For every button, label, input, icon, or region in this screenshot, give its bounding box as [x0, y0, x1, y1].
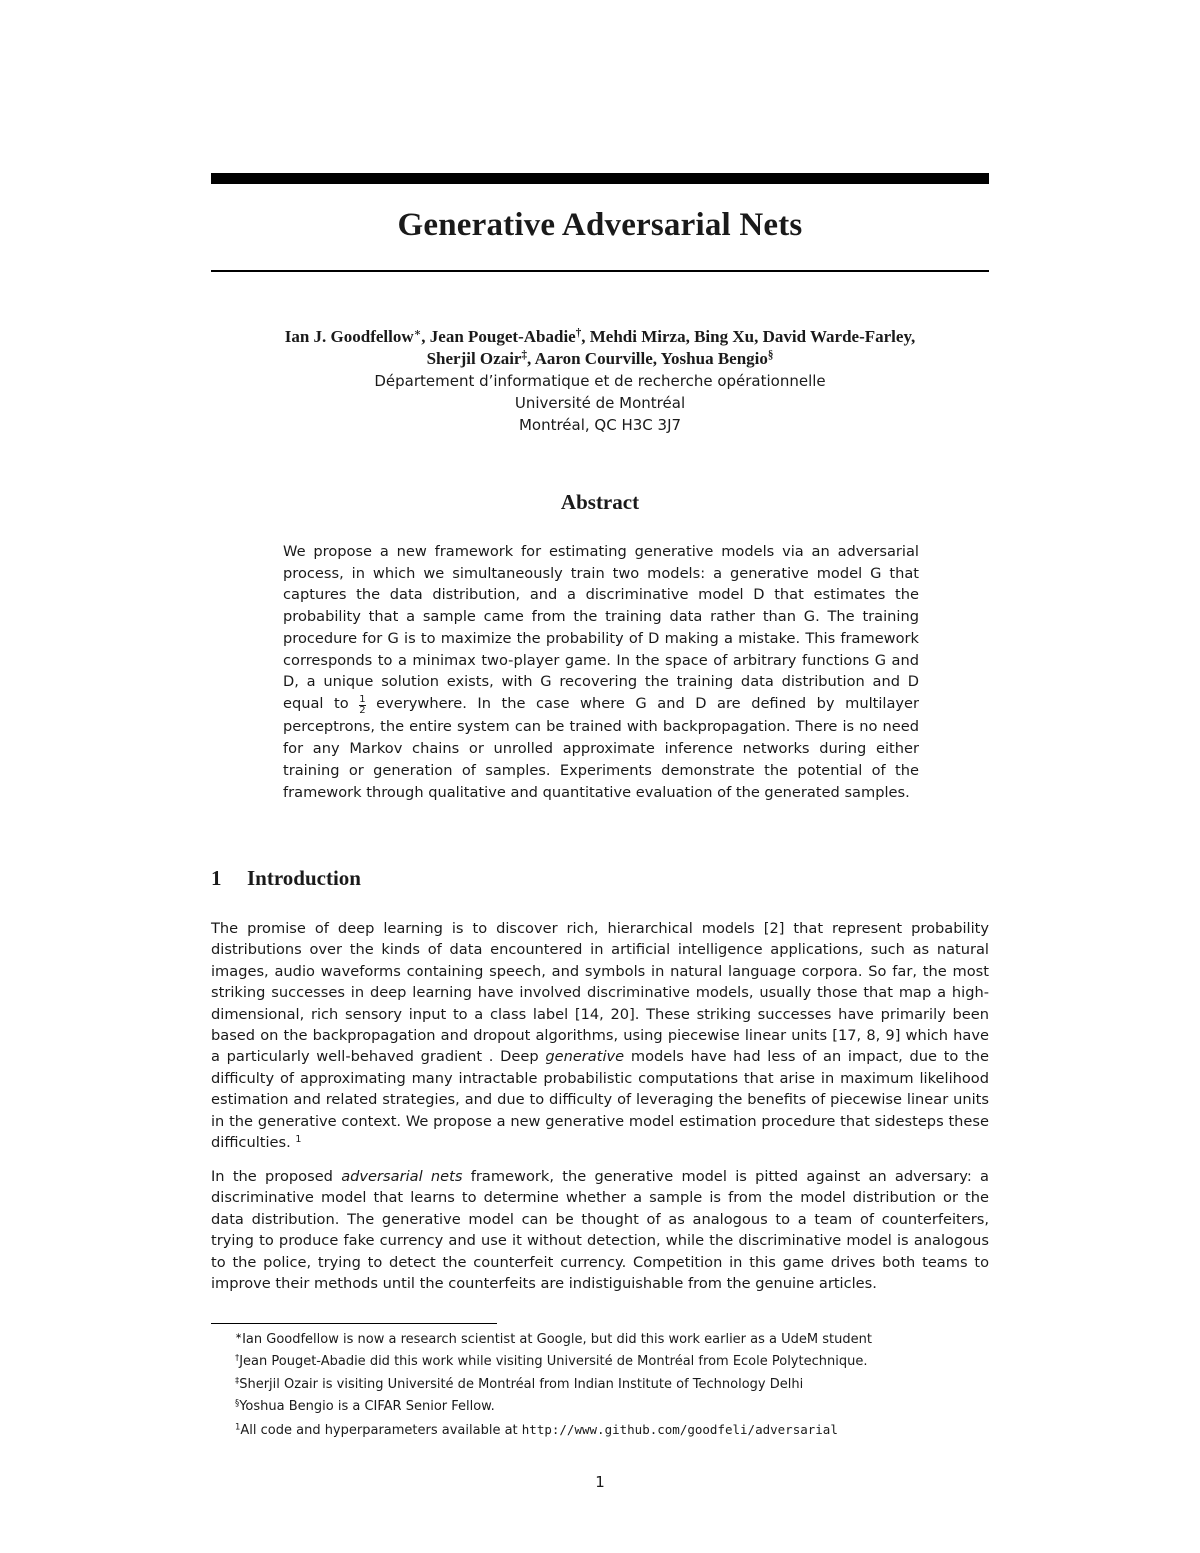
- author-goodfellow: Ian J. Goodfellow: [284, 327, 414, 346]
- section-heading-introduction: [211, 866, 989, 891]
- footnote-ref-1: 1: [295, 1133, 302, 1145]
- intro-p2-part-1: In the proposed: [211, 1168, 333, 1185]
- author-ozair: Sherjil Ozair: [426, 349, 522, 368]
- footnotes: [235, 1329, 995, 1442]
- abstract-heading: Abstract: [560, 490, 640, 514]
- page-number: 1: [595, 1473, 605, 1491]
- fraction-numerator: 1: [359, 694, 366, 706]
- code-url-link[interactable]: http://www.github.com/goodfeli/adversarial: [521, 1421, 838, 1437]
- footnote-code: [235, 1419, 995, 1442]
- title-bottom-rule: [211, 270, 989, 272]
- footnote-bengio: [235, 1396, 995, 1418]
- intro-paragraph-2: [211, 1166, 989, 1294]
- author-line-2: Sherjil Ozair‡, Aaron Courville, Yoshua Bengio§: [426, 348, 774, 368]
- footnote-pouget-abadie: [235, 1351, 995, 1373]
- footnote-mark-ddagger: ‡: [235, 1375, 240, 1386]
- footnote-mark-ddagger: ‡: [521, 348, 528, 361]
- intro-p2-part-2: framework, the generative model is pitted against an adversary: a discriminative model that learns to determine whether a sample is from the model distribution or the data distribution. The generative model can be thought of as analogous to a team of counterfeiters, trying to produce fake currency and use it without detection, while the discriminative model is analogous to the police, trying to detect the counterfeit currency. Competition in this game drives both teams to improve their methods until the counterfeits are indistiguishable from the genuine articles.: [211, 1168, 989, 1293]
- fraction-one-half: [359, 695, 365, 716]
- intro-p2-emphasis: adversarial nets: [341, 1168, 463, 1185]
- footnote-ozair: [235, 1374, 995, 1396]
- authors-courville-bengio: Aaron Courville, Yoshua Bengio: [534, 349, 768, 368]
- intro-paragraph-1: [211, 918, 989, 1153]
- affiliation-department: Département d’informatique et de recherche opérationnelle: [374, 372, 826, 390]
- author-block: [211, 326, 989, 436]
- footnote-text: Ian Goodfellow is now a research scientist at Google, but did this work earlier as a UdeM student: [242, 1332, 872, 1347]
- footnote-goodfellow: [235, 1329, 995, 1351]
- footnote-text: All code and hyperparameters available at: [240, 1422, 518, 1438]
- footnote-text: Jean Pouget-Abadie did this work while visiting Université de Montréal from Ecole Polytechnique.: [239, 1354, 868, 1370]
- author-line-1: Ian J. Goodfellow∗, Jean Pouget-Abadie†, Mehdi Mirza, Bing Xu, David Warde-Farley,: [284, 326, 916, 346]
- footnote-mark-star: ∗: [413, 326, 422, 339]
- footnote-mark-1: 1: [235, 1420, 241, 1431]
- section-title: Introduction: [247, 866, 361, 890]
- footnote-mark-star: ∗: [235, 1330, 243, 1341]
- footnote-mark-dagger: †: [235, 1352, 240, 1363]
- affiliation-university: Université de Montréal: [514, 394, 686, 412]
- footnote-mark-dagger: †: [575, 326, 582, 339]
- abstract-text-part-1: We propose a new framework for estimating generative models via an adversarial process, in which we simultaneously train two models: a generative model G that captures the data distribution, and a discriminative model D that estimates the probability that a sample came from the training data rather than G. The training procedure for G is to maximize the probability of D making a mistake. This framework corresponds to a minimax two-player game. In the space of arbitrary functions G and D, a unique solution exists, with G recovering the training data distribution and D equal to: [283, 543, 919, 712]
- footnote-mark-section: §: [767, 348, 774, 361]
- title-top-rule: [211, 173, 989, 184]
- footnote-text: Yoshua Bengio is a CIFAR Senior Fellow.: [239, 1399, 495, 1415]
- footnote-rule: [211, 1323, 497, 1324]
- affiliation-address: Montréal, QC H3C 3J7: [518, 416, 682, 434]
- intro-p1-part-1: The promise of deep learning is to discover rich, hierarchical models [2] that represent probability distributions over the kinds of data encountered in artificial intelligence applications, such as natural images, audio waveforms containing speech, and symbols in natural language corpora. So far, the most striking successes in deep learning have involved discriminative models, usually those that map a high-dimensional, rich sensory input to a class label [14, 20]. These striking successes have primarily been based on the backpropagation and dropout algorithms, using piecewise linear units [17, 8, 9] which have a particularly well-behaved gradient . Deep: [211, 920, 989, 1066]
- footnote-mark-section: §: [235, 1397, 240, 1408]
- intro-p1-emphasis: generative: [545, 1048, 625, 1066]
- abstract-text: [283, 541, 919, 803]
- footnote-text: Sherjil Ozair is visiting Université de Montréal from Indian Institute of Technology Delhi: [239, 1376, 804, 1392]
- section-number: 1: [211, 866, 222, 890]
- intro-p1-part-2: models have had less of an impact, due to the difficulty of approximating many intractable probabilistic computations that arise in maximum likelihood estimation and related strategies, and due to difficulty of leveraging the benefits of piecewise linear units in the generative context. We propose a new generative model estimation procedure that sidesteps these difficulties.: [211, 1048, 990, 1152]
- author-pouget-abadie: Jean Pouget-Abadie: [429, 327, 576, 346]
- paper-title: Generative Adversarial Nets: [397, 207, 803, 243]
- authors-mirza-xu-wardefarley: Mehdi Mirza, Bing Xu, David Warde-Farley,: [589, 327, 916, 346]
- fraction-denominator: 2: [359, 705, 366, 717]
- abstract-text-part-2: everywhere. In the case where G and D are defined by multilayer perceptrons, the entire system can be trained with backpropagation. There is no need for any Markov chains or unrolled approximate inference networks during either training or generation of samples. Experiments demonstrate the potential of the framework through qualitative and quantitative evaluation of the generated samples.: [283, 694, 920, 801]
